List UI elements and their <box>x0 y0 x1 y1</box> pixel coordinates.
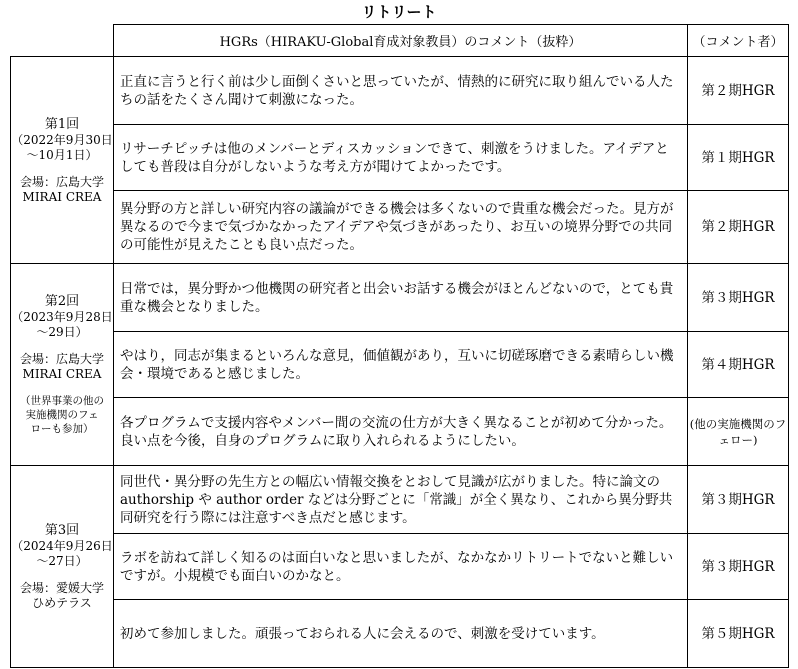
session-date-line: （2024年9月26日 <box>11 539 113 553</box>
session-dates <box>11 133 113 163</box>
table-body <box>11 57 789 668</box>
page-title: リトリート <box>361 3 437 21</box>
comment-cell: 初めて参加しました。頑張っておられる人に会えるので、刺激を受けています。 <box>114 600 688 668</box>
comment-cell: リサーチピッチは他のメンバーとディスカッションできて、刺激をうけました。アイデアとしても普段は自分がしないような考え方が聞けてよかったです。 <box>114 125 688 191</box>
session-title: 第2回 <box>44 294 80 309</box>
author-cell: 第２期HGR <box>688 191 789 264</box>
comment-cell: やはり，同志が集まるといろんな意見，価値観があり，互いに切磋琢磨できる素晴らしい機会・環境であると感じました。 <box>114 332 688 398</box>
table-row <box>11 600 789 668</box>
comment-cell: 異分野の方と詳しい研究内容の議論ができる機会は多くないので貴重な機会だった。見方が異なるので今まで気づかなかったアイデアや気づきがあったり、お互いの境界分野での共同の可能性が見えたことも良い点だった。 <box>114 191 688 264</box>
comment-cell: ラボを訪ねて詳しく知るのは面白いなと思いましたが、なかなかリトリートでないと難しいですが。小規模でも面白いのかなと。 <box>114 534 688 600</box>
session-date-line: ～27日） <box>36 554 88 568</box>
session-note <box>11 394 113 436</box>
session-cell <box>11 57 114 264</box>
author-cell: (他の実施機関のフェロー) <box>688 398 789 466</box>
table-row <box>11 466 789 534</box>
session-dates <box>11 539 113 569</box>
author-cell: 第３期HGR <box>688 466 789 534</box>
author-cell: 第１期HGR <box>688 125 789 191</box>
author-cell: 第３期HGR <box>688 264 789 332</box>
retreat-comments-table <box>10 24 789 668</box>
table-row <box>11 125 789 191</box>
session-cell <box>11 264 114 466</box>
session-venue-line: 会場：愛媛大学 <box>19 581 104 595</box>
header-comment: HGRs（HIRAKU-Global育成対象教員）のコメント（抜粋） <box>114 25 688 57</box>
session-date-line: ～10月1日） <box>26 147 98 162</box>
comment-cell: 同世代・異分野の先生方との幅広い情報交換をとおして見識が広がりました。特に論文のauthorship や author order などは分野ごとに「常識」が全く異なり、これから異分野共同研究を行う際には注意すべき点だと感じます。 <box>114 466 688 534</box>
session-title: 第3回 <box>44 523 80 538</box>
session-venue <box>11 352 113 382</box>
table-row <box>11 332 789 398</box>
author-cell: 第３期HGR <box>688 534 789 600</box>
session-cell <box>11 466 114 668</box>
table-row <box>11 534 789 600</box>
author-cell: 第４期HGR <box>688 332 789 398</box>
comment-cell: 日常では，異分野かつ他機関の研究者と出会いお話する機会がほとんどないので，とても貴重な機会となりました。 <box>114 264 688 332</box>
table-row <box>11 398 789 466</box>
session-note-line: 実施機関のフェ <box>25 409 99 421</box>
session-venue-line: 会場：広島大学 <box>19 174 104 189</box>
comment-cell: 正直に言うと行く前は少し面倒くさいと思っていたが、情熱的に研究に取り組んでいる人たちの話をたくさん聞けて刺激になった。 <box>114 57 688 125</box>
session-venue-line: ひめテラス <box>32 596 92 610</box>
session-date-line: （2023年9月28日 <box>11 310 113 324</box>
table-row <box>11 57 789 125</box>
header-author: （コメント者） <box>688 25 789 57</box>
session-venue <box>11 581 113 611</box>
author-cell: 第２期HGR <box>688 57 789 125</box>
session-title: 第1回 <box>44 116 80 132</box>
header-blank-cell <box>11 25 114 57</box>
session-dates <box>11 310 113 340</box>
session-note-line: （世界事業の他の <box>20 395 104 407</box>
session-venue <box>11 175 113 205</box>
comment-cell: 各プログラムで支援内容やメンバー間の交流の仕方が大きく異なることが初めて分かった。良い点を今後，自身のプログラムに取り入れられるようにしたい。 <box>114 398 688 466</box>
session-note-line: ローも参加） <box>30 423 94 435</box>
session-venue-line: 会場：広島大学 <box>19 352 104 366</box>
session-date-line: （2022年9月30日 <box>11 132 113 147</box>
author-cell: 第５期HGR <box>688 600 789 668</box>
table-row <box>11 264 789 332</box>
session-date-line: ～29日） <box>36 325 88 339</box>
header-row <box>11 25 789 57</box>
session-venue-line: MIRAI CREA <box>22 189 102 204</box>
session-venue-line: MIRAI CREA <box>22 367 102 381</box>
table-row <box>11 191 789 264</box>
